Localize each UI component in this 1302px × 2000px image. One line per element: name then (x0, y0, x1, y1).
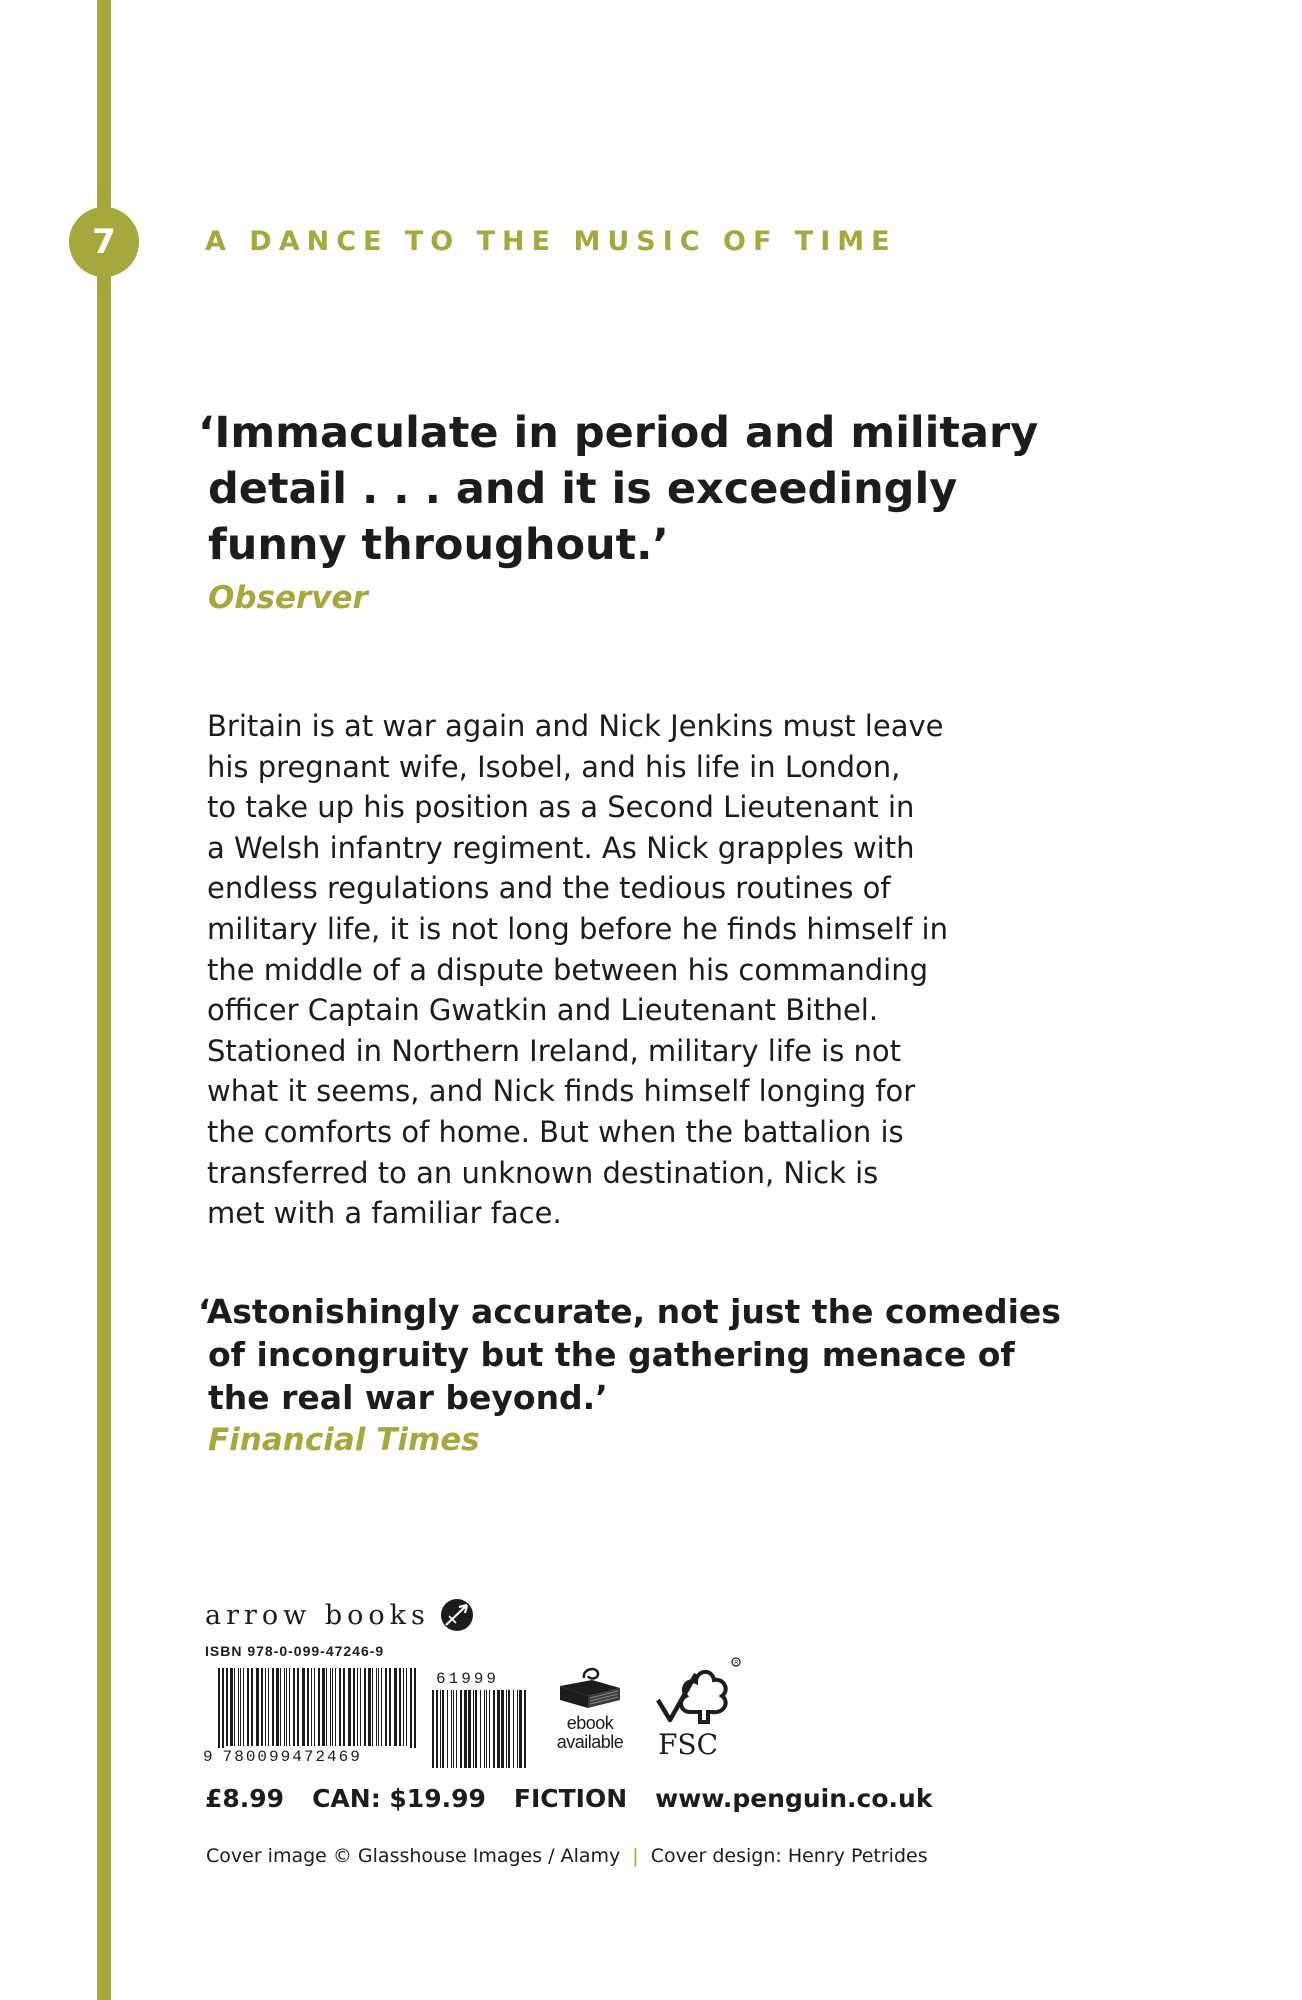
canada-price: CAN: $19.99 (312, 1784, 486, 1813)
barcode-bar (456, 1690, 457, 1768)
blurb-line: officer Captain Gwatkin and Lieutenant Bithel. (207, 993, 879, 1028)
barcode-bar (218, 1668, 220, 1748)
barcode-bar (272, 1668, 274, 1746)
barcode-bar (440, 1690, 441, 1768)
barcode-bar (326, 1668, 327, 1746)
barcode-bar (364, 1668, 366, 1746)
blurb-line: Britain is at war again and Nick Jenkins must leave (207, 709, 944, 743)
barcode-digits (203, 1748, 362, 1766)
barcode-bar (513, 1690, 514, 1768)
barcode-bar (372, 1668, 373, 1746)
barcode-bar (234, 1668, 235, 1746)
barcode-bar (353, 1668, 355, 1746)
barcode-bar (348, 1668, 351, 1746)
barcode-bar (293, 1668, 295, 1746)
ebook-label-line1: ebook (566, 1713, 614, 1733)
barcode-bar (486, 1690, 487, 1768)
isbn-number: ISBN 978-0-099-47246-9 (205, 1643, 385, 1659)
barcode-bar (276, 1668, 279, 1746)
barcode-bar (442, 1690, 444, 1768)
barcode-bar (243, 1668, 244, 1746)
barcode-bar (453, 1690, 454, 1768)
barcode-bar (414, 1668, 416, 1748)
cover-image-credit: Cover image © Glasshouse Images / Alamy (206, 1845, 621, 1867)
barcode-bar (460, 1690, 462, 1768)
blurb-line: military life, it is not long before he finds himself in (207, 911, 948, 946)
barcode-bar (343, 1668, 345, 1746)
barcode-bar (480, 1690, 481, 1768)
quote-line: of incongruity but the gathering menace of (208, 1335, 1015, 1374)
svg-text:R: R (734, 1660, 739, 1667)
barcode-bar (318, 1668, 320, 1746)
publisher-name: arrow books (205, 1599, 430, 1631)
barcode-bar (508, 1690, 510, 1768)
barcode-bar (394, 1668, 397, 1746)
publisher-website: www.penguin.co.uk (655, 1784, 933, 1813)
blurb-line: to take up his position as a Second Lieutenant in (207, 790, 915, 825)
quote-line: ‘Astonishingly accurate, not just the comedies (198, 1292, 1061, 1331)
ebook-icon (554, 1666, 626, 1710)
barcode-bar (286, 1668, 287, 1746)
barcode-bar (268, 1668, 269, 1746)
barcode-bar (357, 1668, 358, 1746)
barcode-bar (330, 1668, 331, 1746)
blurb-line: transferred to an unknown destination, Nick is (207, 1155, 879, 1190)
barcode-bar (497, 1690, 500, 1768)
review-quote-observer (198, 405, 1098, 623)
barcode-bar (475, 1690, 477, 1768)
genre-category: FICTION (513, 1784, 628, 1813)
barcode-bar (517, 1690, 518, 1768)
uk-price: £8.99 (205, 1784, 285, 1813)
barcode-bar (451, 1690, 452, 1768)
barcode-bar (447, 1690, 448, 1768)
quote-attribution: Observer (208, 580, 368, 616)
barcode-main-digits: 780099472469 (222, 1748, 362, 1766)
barcode-bar (322, 1668, 325, 1746)
barcode-bar (385, 1668, 387, 1746)
blurb-line: his pregnant wife, Isobel, and his life in London, (207, 749, 901, 784)
blurb-line: what it seems, and Nick finds himself longing for (207, 1074, 916, 1109)
barcode-bar (226, 1668, 228, 1746)
barcode-bar (307, 1668, 309, 1746)
barcode-bar (335, 1668, 336, 1746)
barcode-bar (339, 1668, 341, 1746)
blurb-line: a Welsh infantry regiment. As Nick grapples with (207, 830, 915, 865)
barcode-bar (314, 1668, 315, 1746)
barcode-bar (506, 1690, 507, 1768)
barcode-bar (468, 1690, 471, 1768)
synopsis-blurb (207, 706, 1107, 1234)
blurb-line: Stationed in Northern Ireland, military life is not (207, 1033, 902, 1068)
barcode-bar (410, 1668, 412, 1748)
barcode-bar (473, 1690, 474, 1768)
quote-line: detail . . . and it is exceedingly (208, 464, 958, 514)
barcode-bar (376, 1668, 377, 1746)
barcode-bar (378, 1668, 379, 1746)
publisher-imprint (205, 1598, 474, 1632)
quote-line: ‘Immaculate in period and military (198, 408, 1039, 458)
addon-barcode-digits: 61999 (436, 1670, 500, 1688)
blurb-line: endless regulations and the tedious routines of (207, 871, 891, 906)
spine-accent-line (97, 0, 111, 2000)
price-row (205, 1784, 960, 1813)
cover-credits (206, 1845, 928, 1867)
barcode-bar (332, 1668, 333, 1746)
quote-attribution: Financial Times (208, 1422, 480, 1458)
barcode-bar (240, 1668, 241, 1746)
barcode-bar (389, 1668, 391, 1746)
barcode-bar (368, 1668, 371, 1746)
barcode-bar (406, 1668, 407, 1746)
barcode-bar (432, 1690, 434, 1768)
barcode-bar (284, 1668, 285, 1746)
barcode-bar (436, 1690, 438, 1768)
barcode-bar (484, 1690, 485, 1768)
quote-line: the real war beyond.’ (208, 1378, 608, 1417)
ebook-label-line2: available (556, 1732, 624, 1752)
barcode-lead-digit: 9 (203, 1748, 215, 1766)
arrow-books-logo-icon (440, 1598, 474, 1632)
barcode-bar (289, 1668, 290, 1746)
review-quote-financial-times (198, 1290, 1098, 1462)
isbn-barcode (218, 1668, 418, 1748)
blurb-line: the middle of a dispute between his commanding (207, 952, 928, 987)
credit-separator: | (632, 1845, 639, 1867)
barcode-bar (230, 1668, 233, 1746)
barcode-bar (381, 1668, 382, 1746)
barcode-bar (251, 1668, 253, 1746)
blurb-line: the comforts of home. But when the battalion is (207, 1114, 904, 1149)
barcode-bar (222, 1668, 224, 1748)
barcode-bar (302, 1668, 305, 1746)
blurb-line: met with a familiar face. (207, 1196, 562, 1231)
series-title: A DANCE TO THE MUSIC OF TIME (205, 226, 897, 257)
barcode-bar (519, 1690, 520, 1768)
volume-number-badge: 7 (69, 207, 139, 277)
barcode-bar (280, 1668, 281, 1746)
barcode-bar (360, 1668, 361, 1746)
barcode-bar (311, 1668, 312, 1746)
barcode-bar (247, 1668, 249, 1746)
quote-line: funny throughout.’ (208, 520, 669, 570)
barcode-bar (520, 1690, 522, 1768)
barcode-bar (261, 1668, 263, 1746)
fsc-label: FSC (658, 1728, 719, 1761)
fsc-tree-icon (650, 1656, 742, 1728)
barcode-bar (493, 1690, 495, 1768)
barcode-bar (489, 1690, 490, 1768)
barcode-bar (403, 1668, 404, 1746)
barcode-bar (265, 1668, 266, 1746)
barcode-bar (464, 1690, 467, 1768)
barcode-bar (238, 1668, 239, 1746)
barcode-bar (399, 1668, 401, 1746)
barcode-bar (256, 1668, 259, 1746)
barcode-bar (297, 1668, 299, 1746)
cover-design-credit: Cover design: Henry Petrides (650, 1845, 928, 1867)
barcode-bar (524, 1690, 526, 1768)
ebook-available-badge (550, 1666, 630, 1752)
barcode-bar (501, 1690, 504, 1768)
